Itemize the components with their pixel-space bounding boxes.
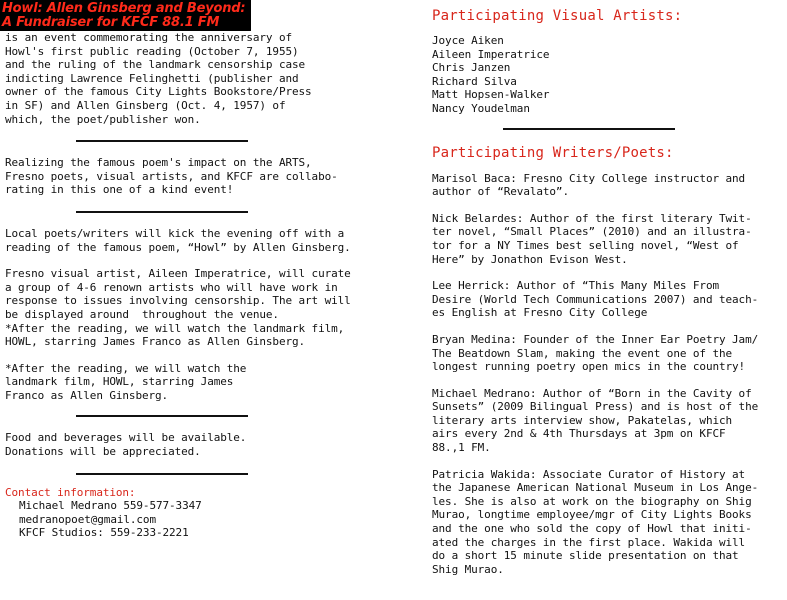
- contact-list: [5, 499, 385, 540]
- intro-paragraph: is an event commemorating the anniversary of Howl's first public reading (October 7, 1955) and the ruling of the landmark censorship case indicting Lawrence Felinghetti (publisher and owner of the famous City Lights Bookstore/Press in SF) and Allen Ginsberg (Oct. 4, 1957) of which, the poet/publisher won.: [5, 31, 312, 126]
- writers-list: [432, 172, 784, 577]
- contact-email: medranopoet@gmail.com: [19, 512, 156, 526]
- writers-heading: Participating Writers/Poets:: [432, 144, 674, 161]
- right-column: [432, 0, 784, 576]
- contact-phone: Michael Medrano 559-577-3347: [19, 499, 202, 513]
- artists-list: [432, 34, 784, 116]
- contact-studio-phone: KFCF Studios: 559-233-2221: [19, 526, 189, 540]
- artist-name: Chris Janzen: [432, 61, 511, 75]
- writer-bio: Michael Medrano: Author of “Born in the Cavity of Sunsets” (2009 Bilingual Press) and is host of the literary arts interview show, Pakatelas, which airs every 2nd & 4th Thursdays at 3pm on KFCF 88.,1 FM.: [432, 386, 759, 455]
- writer-bio: Nick Belardes: Author of the first literary Twit- ter novel, “Small Places” (2010) and an illustra- tor for a NY Times best selling novel, “West of Here” by Jonathon Evison West.: [432, 211, 752, 266]
- impact-paragraph: Realizing the famous poem's impact on the ARTS, Fresno poets, visual artists, and KFCF are collabo- rating in this one of a kind event!: [5, 156, 338, 197]
- event-title: Howl: Allen Ginsberg and Beyond:: [2, 1, 246, 16]
- film-paragraph: *After the reading, we will watch the landmark film, HOWL, starring James Franco as Allen Ginsberg.: [5, 361, 247, 402]
- artist-name: Richard Silva: [432, 74, 517, 88]
- writer-bio: Bryan Medina: Founder of the Inner Ear Poetry Jam/ The Beatdown Slam, making the event one of the longest running poetry open mics in the country!: [432, 332, 759, 374]
- artist-name: Joyce Aiken: [432, 34, 504, 47]
- left-column: [2, 0, 385, 540]
- event-subtitle: A Fundraiser for KFCF 88.1 FM: [2, 15, 220, 30]
- artist-name: Matt Hopsen-Walker: [432, 88, 550, 102]
- writer-bio: Lee Herrick: Author of “This Many Miles From Desire (World Tech Communications 2007) and teach- es English at Fresno City College: [432, 279, 759, 320]
- writer-bio: Patricia Wakida: Associate Curator of History at the Japanese American National Museum in Los Ange- les. She is also at work on the biography on Shig Murao, longtime employee/mgr of City Lights Books and the one who sold the copy of Howl that initi- ated the charges in the first place. Wakida will do a short 15 minute slide presentation on that Shig Murao.: [432, 467, 759, 576]
- curate-paragraph: Fresno visual artist, Aileen Imperatrice, will curate a group of 4-6 renown artists who will have work in response to issues involving censorship. The art will be displayed around throughout the venue. *After the reading, we will watch the landmark film, HOWL, starring James Franco as Allen Ginsberg.: [5, 267, 351, 349]
- food-paragraph: Food and beverages will be available. Donations will be appreciated.: [5, 431, 247, 459]
- kickoff-paragraph: Local poets/writers will kick the evening off with a reading of the famous poem, “Howl” by Allen Ginsberg.: [5, 226, 351, 254]
- event-title-banner: [0, 0, 251, 31]
- artist-name: Aileen Imperatrice: [432, 47, 550, 61]
- artist-name: Nancy Youdelman: [432, 101, 530, 115]
- writer-bio: Marisol Baca: Fresno City College instructor and author of “Revalato”.: [432, 171, 746, 199]
- contact-heading: Contact information:: [5, 485, 136, 499]
- artists-heading: Participating Visual Artists:: [432, 8, 683, 24]
